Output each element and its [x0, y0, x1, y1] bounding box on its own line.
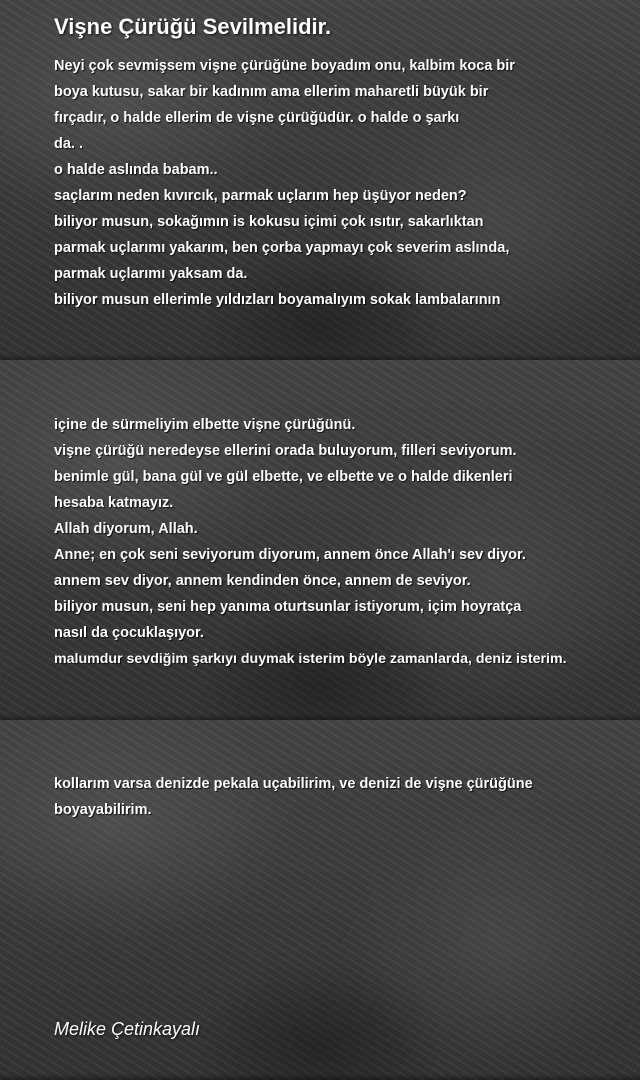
stanza-1	[54, 53, 515, 313]
poem-panel-3	[0, 720, 640, 1080]
stanza-3	[54, 771, 533, 823]
poem-line: nasıl da çocuklaşıyor.	[54, 625, 204, 641]
poem-line: benimle gül, bana gül ve gül elbette, ve elbette ve o halde dikenleri	[54, 469, 513, 485]
poem-line: da. .	[54, 136, 84, 152]
poem-line: parmak uçlarımı yakarım, ben çorba yapmayı çok severim aslında,	[54, 240, 510, 256]
poem-line: boyayabilirim.	[54, 802, 152, 818]
poem-line: biliyor musun ellerimle yıldızları boyamalıyım sokak lambalarının	[54, 292, 501, 308]
poem-author: Melike Çetinkayalı	[54, 1019, 201, 1039]
poem-line: vişne çürüğü neredeyse ellerini orada buluyorum, filleri seviyorum.	[54, 443, 517, 459]
poem-line: boya kutusu, sakar bir kadınım ama ellerim maharetli büyük bir	[54, 84, 489, 100]
poem-line: annem sev diyor, annem kendinden önce, annem de seviyor.	[54, 573, 471, 589]
poem-panel-1	[0, 0, 640, 360]
poem-line: biliyor musun, seni hep yanıma oturtsunlar istiyorum, içim hoyratça	[54, 599, 522, 615]
poem-line: malumdur sevdiğim şarkıyı duymak isterim böyle zamanlarda, deniz isterim.	[54, 651, 567, 667]
poem-line: parmak uçlarımı yaksam da.	[54, 266, 248, 282]
poem-line: Anne; en çok seni seviyorum diyorum, annem önce Allah'ı sev diyor.	[54, 547, 526, 563]
poem-line: fırçadır, o halde ellerim de vişne çürüğüdür. o halde o şarkı	[54, 110, 460, 126]
poem-line: içine de sürmeliyim elbette vişne çürüğünü.	[54, 417, 356, 433]
poem-line: kollarım varsa denizde pekala uçabilirim, ve denizi de vişne çürüğüne	[54, 776, 533, 792]
poem-line: saçlarım neden kıvırcık, parmak uçlarım hep üşüyor neden?	[54, 188, 467, 204]
poem-line: o halde aslında babam..	[54, 162, 218, 178]
poem-line: Allah diyorum, Allah.	[54, 521, 198, 537]
poem-line: biliyor musun, sokağımın is kokusu içimi çok ısıtır, sakarlıktan	[54, 214, 484, 230]
poem-panel-2	[0, 360, 640, 720]
poem-line: hesaba katmayız.	[54, 495, 174, 511]
poem-line: Neyi çok sevmişsem vişne çürüğüne boyadım onu, kalbim koca bir	[54, 58, 515, 74]
poem-title: Vişne Çürüğü Sevilmelidir.	[54, 14, 332, 39]
stanza-2	[54, 412, 567, 672]
